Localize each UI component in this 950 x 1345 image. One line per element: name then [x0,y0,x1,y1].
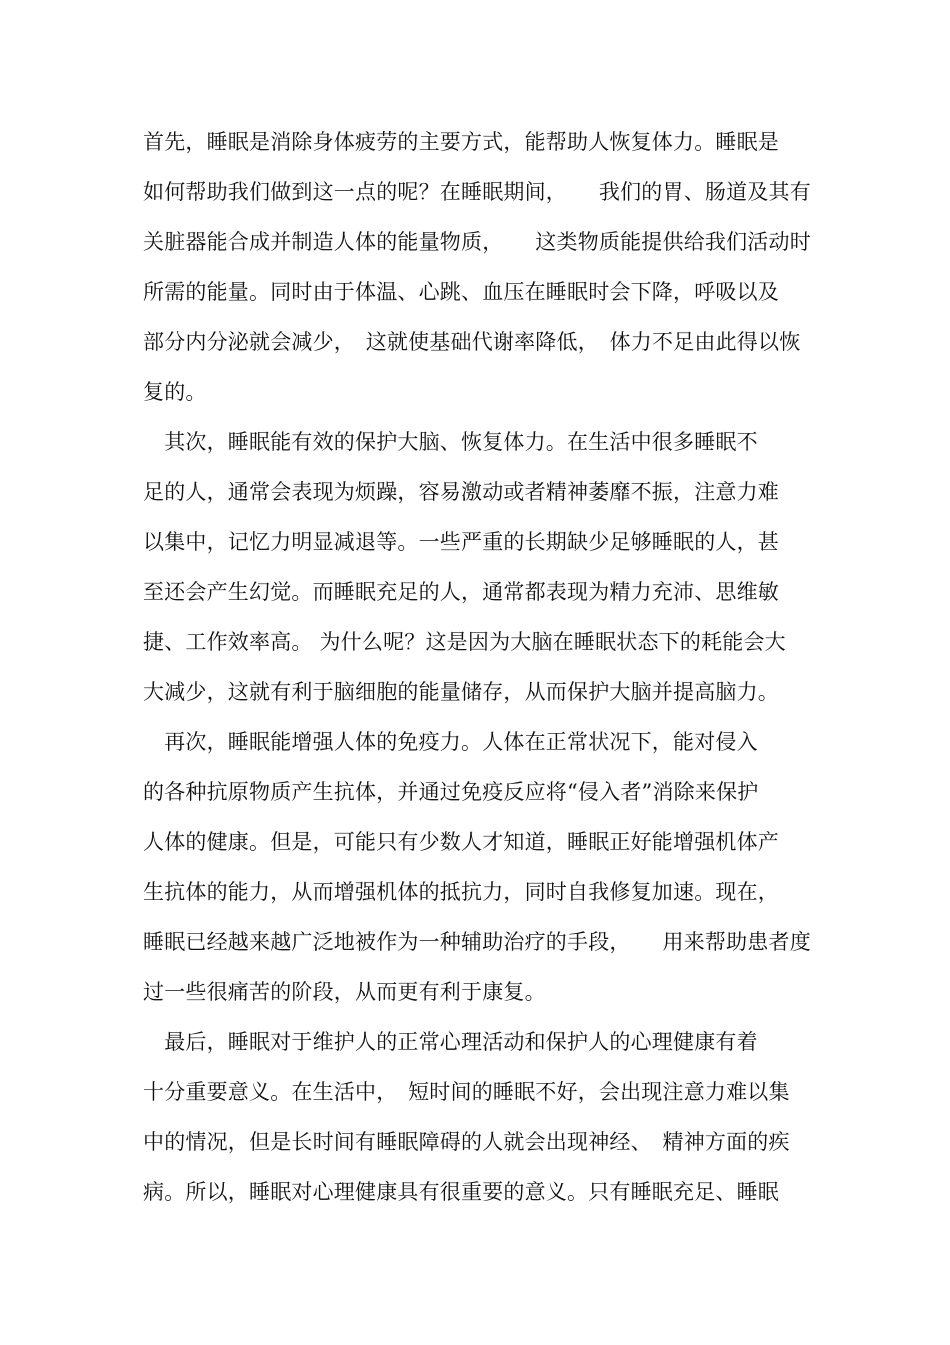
text-line: 过一些很痛苦的阶段，从而更有利于康复。 [143,980,546,1004]
text-line: 大减少，这就有利于脑细胞的能量储存，从而保护大脑并提高脑力。 [143,680,779,704]
text-line: 再次，睡眠能增强人体的免疫力。人体在正常状况下，能对侵入 [143,730,758,754]
text-line: 至还会产生幻觉。而睡眠充足的人，通常都表现为精力充沛、思维敏 [143,580,779,604]
text-line: 以集中，记忆力明显减退等。一些严重的长期缺少足够睡眠的人，甚 [143,530,779,554]
text-line: 十分重要意义。在生活中， 短时间的睡眠不好，会出现注意力难以集 [143,1080,790,1104]
text-line: 生抗体的能力，从而增强机体的抵抗力，同时自我修复加速。现在， [143,880,779,904]
text-line: 病。所以，睡眠对心理健康具有很重要的意义。只有睡眠充足、睡眠 [143,1180,779,1204]
text-line: 其次，睡眠能有效的保护大脑、恢复体力。在生活中很多睡眠不 [143,430,758,454]
text-line: 睡眠已经越来越广泛地被作为一种辅助治疗的手段， 用来帮助患者度 [143,930,811,954]
text-line: 如何帮助我们做到这一点的呢？在睡眠期间， 我们的胃、肠道及其有 [143,180,811,204]
text-line: 足的人，通常会表现为烦躁，容易激动或者精神萎靡不振，注意力难 [143,480,779,504]
text-line: 中的情况，但是长时间有睡眠障碍的人就会出现神经、 精神方面的疾 [143,1130,790,1154]
text-line: 关脏器能合成并制造人体的能量物质， 这类物质能提供给我们活动时 [143,230,811,254]
text-line: 人体的健康。但是，可能只有少数人才知道，睡眠正好能增强机体产 [143,830,779,854]
text-line: 首先，睡眠是消除身体疲劳的主要方式，能帮助人恢复体力。睡眠是 [143,130,779,154]
text-line: 所需的能量。同时由于体温、心跳、血压在睡眠时会下降，呼吸以及 [143,280,779,304]
text-line: 捷、工作效率高。 为什么呢？这是因为大脑在睡眠状态下的耗能会大 [143,630,786,654]
text-line: 的各种抗原物质产生抗体，并通过免疫反应将“侵入者”消除来保护 [143,780,759,804]
text-line: 部分内分泌就会减少， 这就使基础代谢率降低， 体力不足由此得以恢 [143,330,801,354]
text-line: 复的。 [143,380,207,404]
text-line: 最后，睡眠对于维护人的正常心理活动和保护人的心理健康有着 [143,1030,758,1054]
